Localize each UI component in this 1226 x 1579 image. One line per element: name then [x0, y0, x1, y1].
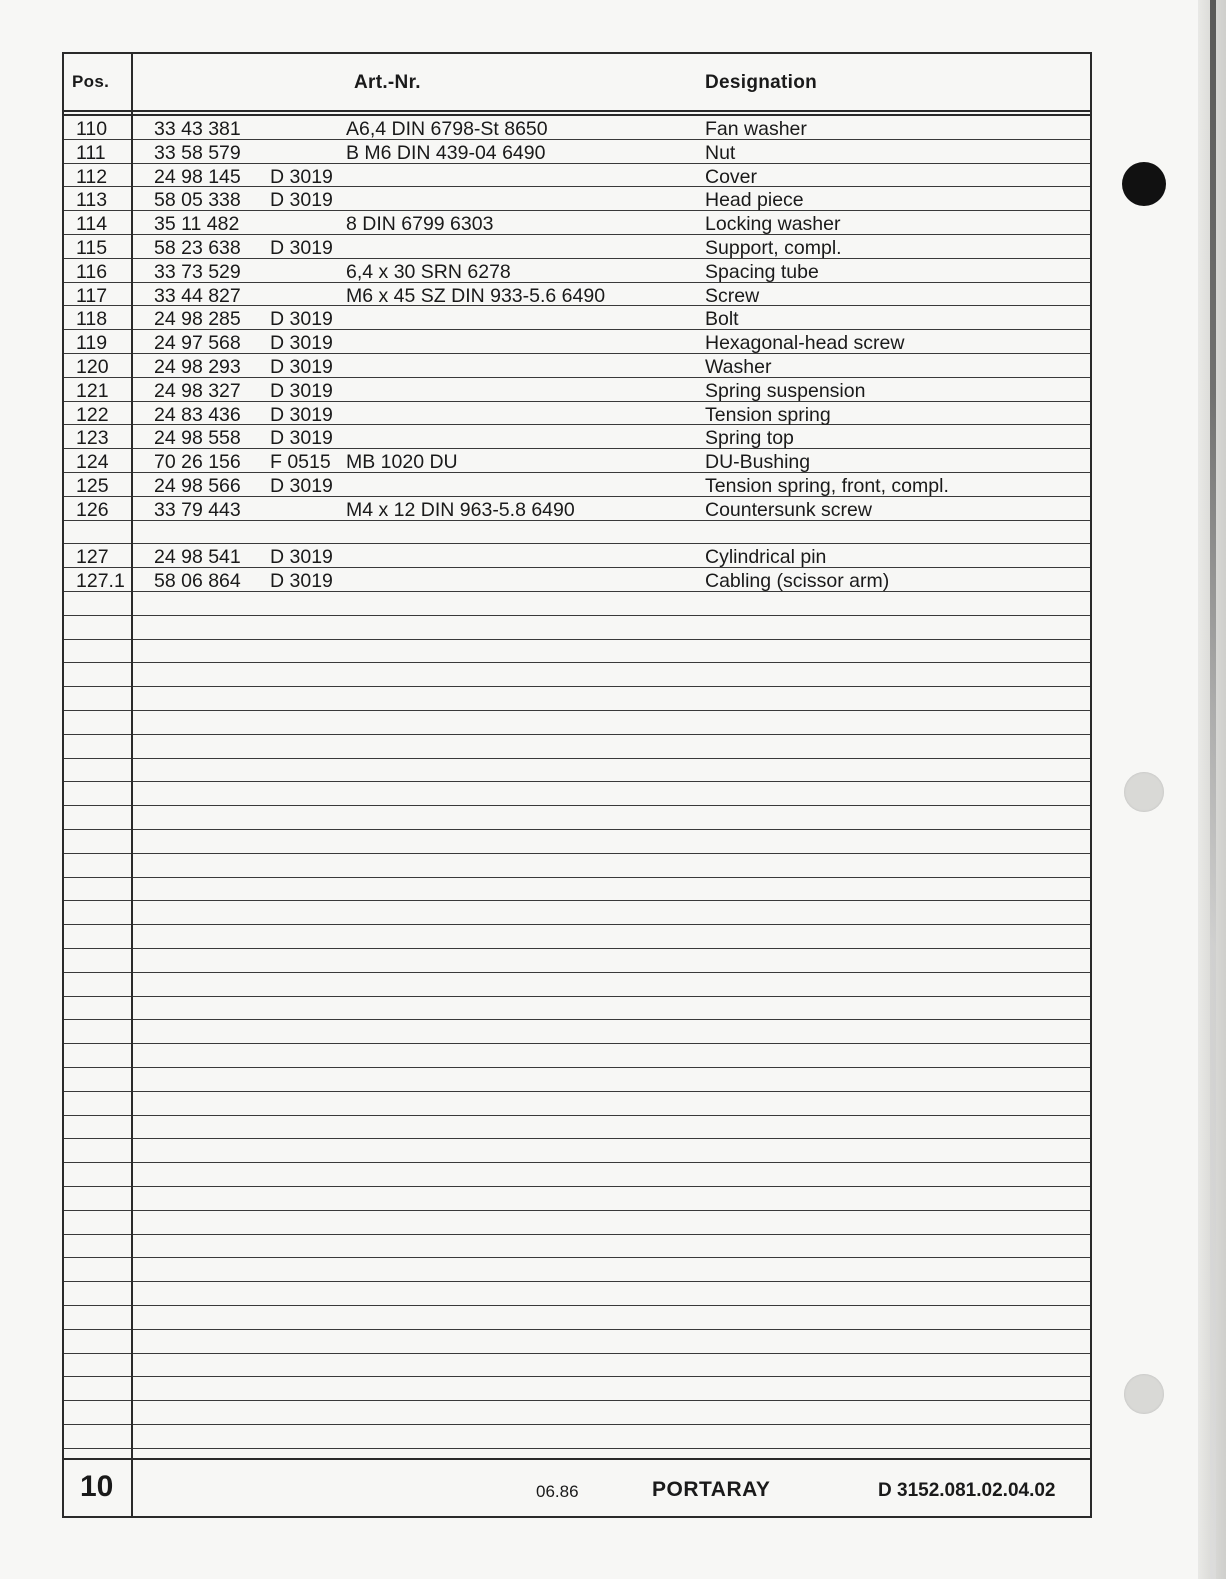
row-pos: 127 — [76, 546, 109, 569]
row-spec: M6 x 45 SZ DIN 933-5.6 6490 — [346, 284, 606, 307]
table-row — [64, 1235, 1090, 1259]
punch-hole-middle — [1124, 772, 1164, 812]
row-pos: 111 — [76, 141, 106, 164]
row-designation: Screw — [705, 284, 760, 307]
row-designation: Nut — [705, 141, 736, 164]
table-row — [64, 1187, 1090, 1211]
table-row — [64, 1258, 1090, 1282]
table-row — [64, 449, 1090, 473]
header-pos: Pos. — [72, 72, 110, 91]
row-designation: Tension spring — [705, 403, 831, 426]
row-designation: Spacing tube — [705, 260, 819, 283]
row-code: D 3019 — [270, 403, 333, 426]
table-row — [64, 425, 1090, 449]
row-code: D 3019 — [270, 332, 333, 355]
table-row — [64, 354, 1090, 378]
row-code: D 3019 — [270, 379, 333, 402]
row-code: D 3019 — [270, 427, 333, 450]
document-number: D 3152.081.02.04.02 — [878, 1480, 1056, 1501]
row-art-number: 24 98 285 — [154, 308, 241, 331]
row-art-number: 58 23 638 — [154, 237, 241, 259]
row-art-number: 24 98 327 — [154, 379, 241, 402]
row-spec: A6,4 DIN 6798-St 8650 — [346, 118, 548, 140]
table-row — [64, 1306, 1090, 1330]
row-designation: Support, compl. — [705, 237, 842, 259]
product-name: PORTARAY — [652, 1478, 771, 1501]
table-row — [64, 759, 1090, 783]
row-art-number: 33 44 827 — [154, 284, 241, 307]
row-spec: 8 DIN 6799 6303 — [346, 213, 494, 236]
table-header — [64, 54, 1090, 112]
table-row — [64, 568, 1090, 592]
table-row — [64, 1116, 1090, 1140]
row-pos: 115 — [76, 237, 108, 259]
table-row — [64, 1068, 1090, 1092]
table-row — [64, 473, 1090, 497]
row-art-number: 33 58 579 — [154, 141, 241, 164]
row-designation: Cabling (scissor arm) — [705, 570, 890, 593]
row-code: D 3019 — [270, 189, 333, 212]
row-designation: Hexagonal-head screw — [705, 332, 905, 355]
row-code: D 3019 — [270, 356, 333, 378]
row-art-number: 33 73 529 — [154, 260, 241, 283]
punch-hole-top — [1122, 162, 1166, 206]
row-art-number: 24 98 293 — [154, 356, 241, 378]
row-pos: 123 — [76, 427, 109, 450]
row-art-number: 24 98 558 — [154, 427, 241, 450]
table-row — [64, 402, 1090, 426]
table-row — [64, 830, 1090, 854]
issue-date: 06.86 — [536, 1482, 579, 1501]
row-art-number: 24 97 568 — [154, 332, 241, 355]
table-row — [64, 330, 1090, 354]
row-designation: Spring top — [705, 427, 794, 450]
row-code: D 3019 — [270, 546, 333, 569]
row-pos: 124 — [76, 451, 109, 474]
row-designation: Washer — [705, 356, 772, 378]
table-row — [64, 592, 1090, 616]
table-row — [64, 878, 1090, 902]
row-pos: 125 — [76, 475, 109, 497]
header-designation: Designation — [705, 72, 818, 93]
row-designation: Tension spring, front, compl. — [705, 475, 949, 497]
row-spec: MB 1020 DU — [346, 451, 458, 474]
table-row — [64, 663, 1090, 687]
table-row — [64, 925, 1090, 949]
row-code: D 3019 — [270, 237, 333, 259]
table-row — [64, 140, 1090, 164]
table-row — [64, 616, 1090, 640]
table-row — [64, 259, 1090, 283]
table-row — [64, 735, 1090, 759]
table-row — [64, 949, 1090, 973]
row-art-number: 58 05 338 — [154, 189, 241, 212]
parts-list-table — [62, 52, 1092, 1518]
row-art-number: 24 83 436 — [154, 403, 241, 426]
row-designation: Countersunk screw — [705, 498, 872, 521]
row-art-number: 33 79 443 — [154, 498, 241, 521]
table-row — [64, 711, 1090, 735]
row-pos: 116 — [76, 260, 108, 283]
table-row — [64, 1211, 1090, 1235]
row-code: D 3019 — [270, 308, 333, 331]
table-row — [64, 1020, 1090, 1044]
row-pos: 112 — [76, 165, 108, 188]
table-row — [64, 521, 1090, 545]
table-row — [64, 211, 1090, 235]
row-designation: Fan washer — [705, 118, 807, 140]
row-art-number: 58 06 864 — [154, 570, 241, 593]
row-designation: Locking washer — [705, 213, 841, 236]
row-code: D 3019 — [270, 475, 333, 497]
table-row — [64, 1044, 1090, 1068]
table-row — [64, 235, 1090, 259]
table-row — [64, 116, 1090, 140]
row-spec: M4 x 12 DIN 963-5.8 6490 — [346, 498, 575, 521]
table-row — [64, 1163, 1090, 1187]
row-designation: Cylindrical pin — [705, 546, 827, 569]
row-designation: Cover — [705, 165, 758, 188]
table-row — [64, 854, 1090, 878]
row-art-number: 24 98 145 — [154, 165, 241, 188]
table-row — [64, 1330, 1090, 1354]
row-pos: 121 — [76, 379, 109, 402]
table-row — [64, 1401, 1090, 1425]
row-pos: 114 — [76, 213, 108, 236]
table-row — [64, 806, 1090, 830]
row-pos: 117 — [76, 284, 108, 307]
table-row — [64, 1282, 1090, 1306]
row-art-number: 35 11 482 — [154, 213, 240, 236]
row-designation: Head piece — [705, 189, 804, 212]
row-pos: 122 — [76, 403, 109, 426]
table-row — [64, 1354, 1090, 1378]
row-code: F 0515 — [270, 451, 331, 474]
row-spec: 6,4 x 30 SRN 6278 — [346, 260, 511, 283]
row-pos: 113 — [76, 189, 108, 212]
table-row — [64, 997, 1090, 1021]
row-pos: 110 — [76, 118, 108, 140]
row-pos: 118 — [76, 308, 108, 331]
row-spec: B M6 DIN 439-04 6490 — [346, 141, 546, 164]
page-number: 10 — [80, 1470, 114, 1503]
row-pos: 126 — [76, 498, 109, 521]
row-pos: 120 — [76, 356, 109, 378]
row-designation: Spring suspension — [705, 379, 866, 402]
table-row — [64, 687, 1090, 711]
table-row — [64, 283, 1090, 307]
row-code: D 3019 — [270, 165, 333, 188]
table-row — [64, 187, 1090, 211]
punch-hole-bottom — [1124, 1374, 1164, 1414]
table-row — [64, 306, 1090, 330]
header-art-nr: Art.-Nr. — [354, 72, 421, 93]
table-row — [64, 1139, 1090, 1163]
table-row — [64, 544, 1090, 568]
binder-strip — [1210, 0, 1216, 1579]
table-row — [64, 1425, 1090, 1449]
table-row — [64, 164, 1090, 188]
table-row — [64, 640, 1090, 664]
table-row — [64, 901, 1090, 925]
table-row — [64, 378, 1090, 402]
row-designation: Bolt — [705, 308, 739, 331]
row-art-number: 24 98 566 — [154, 475, 241, 497]
row-designation: DU-Bushing — [705, 451, 811, 474]
row-art-number: 33 43 381 — [154, 118, 241, 140]
row-code: D 3019 — [270, 570, 333, 593]
table-row — [64, 1377, 1090, 1401]
table-row — [64, 782, 1090, 806]
pos-column-divider — [131, 54, 133, 1516]
row-pos: 119 — [76, 332, 108, 355]
page-footer — [64, 1458, 1090, 1518]
row-art-number: 70 26 156 — [154, 451, 241, 474]
table-row — [64, 973, 1090, 997]
row-pos: 127.1 — [76, 570, 125, 593]
table-row — [64, 497, 1090, 521]
table-row — [64, 1092, 1090, 1116]
row-art-number: 24 98 541 — [154, 546, 241, 569]
